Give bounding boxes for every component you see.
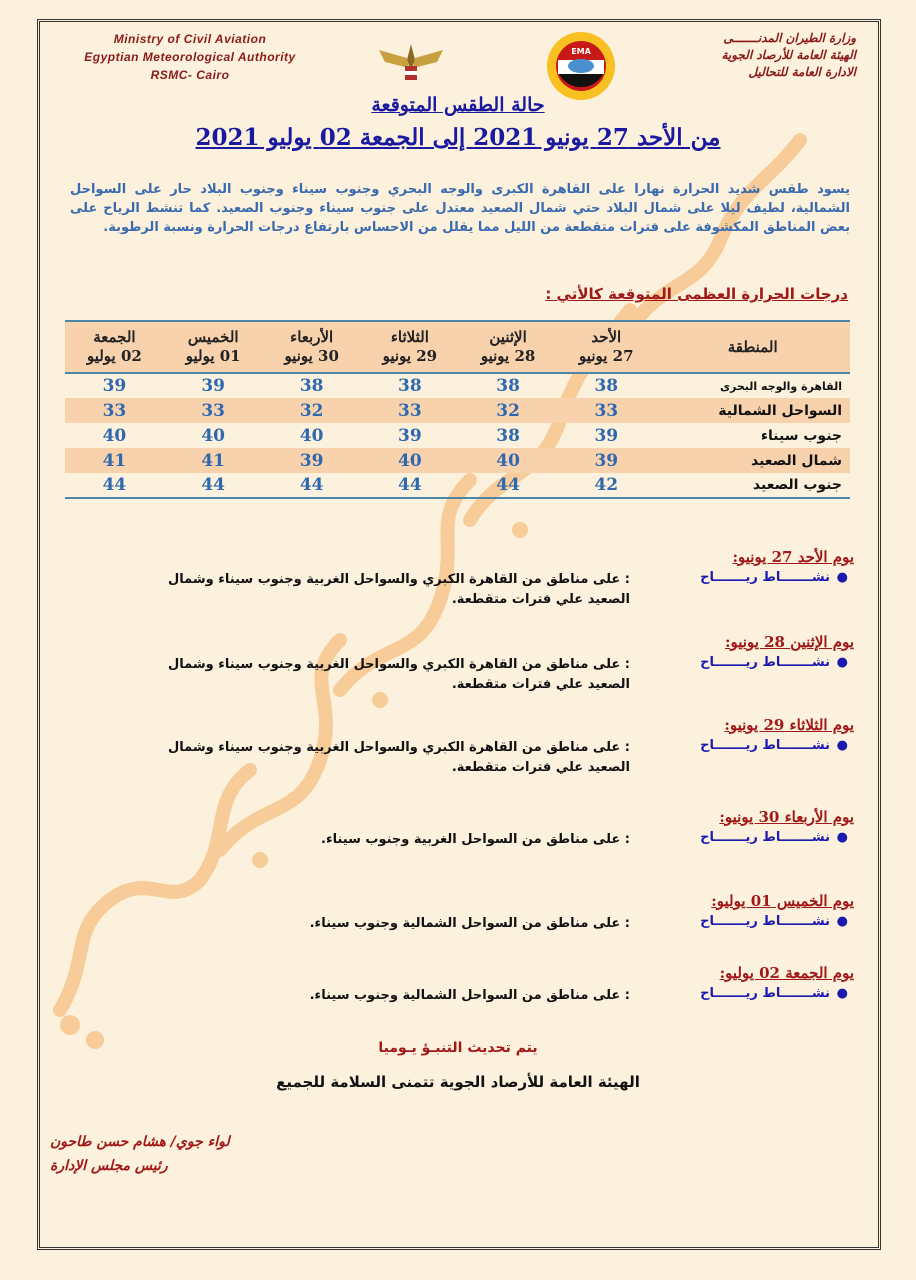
day-name: الثلاثاء <box>390 328 429 346</box>
wind-activity-label: نشـــــــاط ريـــــــاح <box>700 986 830 1001</box>
day-date: 02 يوليو <box>86 347 142 365</box>
wind-activity-label: نشـــــــاط ريـــــــاح <box>700 830 830 845</box>
temperature-cell: 44 <box>496 475 520 495</box>
day-date: 30 يونيو <box>284 347 339 365</box>
authority-en: Egyptian Meteorological Authority <box>84 50 296 64</box>
day-date: 27 يونيو <box>579 347 634 365</box>
temperature-cell: 40 <box>102 425 127 446</box>
temperature-cell: 39 <box>102 376 127 396</box>
day-name: الأحد <box>591 328 622 346</box>
day-date: 29 يونيو <box>382 347 438 365</box>
ministry-ar: وزارة الطيران المدنـــــــى <box>723 31 856 45</box>
day-header <box>164 321 263 373</box>
region-cell: القاهرة والوجه البحرى <box>719 379 842 393</box>
day-description: : على مناطق من القاهرة الكبري والسواحل الغربية وجنوب سيناء وشمال الصعيد علي فترات متقطعة. <box>168 572 630 607</box>
temperature-cell: 33 <box>557 398 655 423</box>
forecast-row <box>94 655 848 695</box>
signatory-name: لواء جوي/ هشام حسن طاحون <box>50 1134 230 1150</box>
temperature-cell: 44 <box>299 475 324 495</box>
temperature-cell: 40 <box>459 448 557 473</box>
day-description: : على مناطق من السواحل الشمالية وجنوب سيناء. <box>309 988 630 1003</box>
day-description: : على مناطق من القاهرة الكبري والسواحل الغربية وجنوب سيناء وشمال الصعيد علي فترات متقطعة. <box>168 740 630 775</box>
forecast-period: من الأحد 27 يونيو 2021 إلى الجمعة 02 يوليو 2021 <box>195 124 721 151</box>
intro-paragraph: يسود طقس شديد الحرارة نهارا على القاهرة الكبرى والوجه البحري وجنوب سيناء وجنوب البلاد حار على السواحل الشمالية، لطيف ليلا على شمال البلاد حتي شمال الصعيد معتدل على جنوب سيناء وجنوب الصعيد. كما تنشط الرياح على بعض المناطق المكشوفة على فترات متقطعة من الليل مما يقلل من الاحساس بارتفاع درجات الحرارة ونسبة الرطوبة. <box>70 182 850 235</box>
day-title: يوم الثلاثاء 29 يونيو: <box>724 716 854 734</box>
table-row <box>65 473 850 498</box>
forecast-row <box>94 830 848 850</box>
temperature-cell: 40 <box>201 425 226 446</box>
forecast-row <box>94 986 848 1006</box>
day-forecast <box>94 548 854 610</box>
rsmc-en: RSMC- Cairo <box>150 68 230 82</box>
table-title: درجات الحرارة العظمى المتوقعة كالأتي : <box>545 285 848 303</box>
department-ar: الادارة العامة للتحاليل <box>748 65 856 79</box>
region-cell: جنوب الصعيد <box>752 477 842 493</box>
max-temperature-table <box>65 320 850 499</box>
day-forecast <box>94 633 854 695</box>
temperature-cell: 32 <box>459 398 557 423</box>
day-forecast <box>94 808 854 850</box>
temperature-cell: 39 <box>201 376 226 396</box>
day-header <box>263 321 361 373</box>
authority-ar: الهيئة العامة للأرصاد الجوية <box>721 48 856 62</box>
bullet-icon: ● <box>836 830 848 845</box>
temperature-cell: 39 <box>594 425 619 446</box>
day-forecast <box>94 892 854 934</box>
forecast-row <box>94 738 848 778</box>
day-name: الأربعاء <box>290 328 334 346</box>
table-row <box>65 448 850 473</box>
temperature-cell: 38 <box>398 376 422 396</box>
day-header <box>557 321 655 373</box>
day-name: الخميس <box>187 328 239 346</box>
table-row <box>65 373 850 398</box>
day-forecast <box>94 964 854 1006</box>
wind-activity-label: نشـــــــاط ريـــــــاح <box>700 570 830 585</box>
temperature-cell: 33 <box>361 398 459 423</box>
temperature-cell: 38 <box>299 376 324 396</box>
day-date: 01 يوليو <box>185 347 241 365</box>
ema-sun-logo <box>545 30 617 102</box>
table-row <box>65 423 850 448</box>
ministry-eagle-logo <box>375 40 447 90</box>
header-english <box>40 30 340 84</box>
temperature-cell: 38 <box>594 376 619 396</box>
temperature-cell: 39 <box>263 448 361 473</box>
region-cell: جنوب سيناء <box>760 427 842 444</box>
temperature-cell: 44 <box>102 475 127 495</box>
day-name: الجمعة <box>93 328 136 346</box>
temperature-cell: 40 <box>299 425 324 446</box>
day-forecast <box>94 716 854 778</box>
day-title: يوم الإثنين 28 يونيو: <box>724 633 854 651</box>
region-cell: السواحل الشمالية <box>655 398 850 423</box>
temperature-cell: 33 <box>164 398 263 423</box>
header-arabic <box>636 30 856 81</box>
region-header: المنطقة <box>655 321 850 373</box>
wind-activity-label: نشـــــــاط ريـــــــاح <box>700 914 830 929</box>
bullet-icon: ● <box>836 655 848 670</box>
page-title: حالة الطقس المتوقعة <box>371 94 545 116</box>
temperature-cell: 44 <box>201 475 226 495</box>
ema-logo-text: EMA <box>571 47 591 56</box>
bullet-icon: ● <box>836 914 848 929</box>
temperature-cell: 44 <box>398 475 422 495</box>
day-description: : على مناطق من السواحل الشمالية وجنوب سيناء. <box>309 916 630 931</box>
temperature-cell: 39 <box>398 425 422 446</box>
temperature-cell: 40 <box>361 448 459 473</box>
temperature-cell: 32 <box>263 398 361 423</box>
day-header <box>65 321 164 373</box>
ministry-en: Ministry of Civil Aviation <box>113 32 267 46</box>
update-note: يتم تحديث التنبـؤ يـوميا <box>378 1040 538 1056</box>
temperature-cell: 33 <box>65 398 164 423</box>
bullet-icon: ● <box>836 986 848 1001</box>
region-cell: شمال الصعيد <box>655 448 850 473</box>
forecast-row <box>94 914 848 934</box>
table-header-row <box>65 321 850 373</box>
temperature-cell: 38 <box>496 376 520 396</box>
bullet-icon: ● <box>836 738 848 753</box>
temperature-cell: 38 <box>496 425 520 446</box>
signatory-role: رئيس مجلس الإدارة <box>50 1158 168 1174</box>
day-name: الإثنين <box>489 328 527 346</box>
day-description: : على مناطق من السواحل الغربية وجنوب سيناء. <box>321 832 630 847</box>
day-description: : على مناطق من القاهرة الكبري والسواحل الغربية وجنوب سيناء وشمال الصعيد علي فترات متقطعة. <box>168 657 630 692</box>
temperature-cell: 41 <box>164 448 263 473</box>
wind-activity-label: نشـــــــاط ريـــــــاح <box>700 655 830 670</box>
temperature-cell: 41 <box>65 448 164 473</box>
forecast-row <box>94 570 848 610</box>
day-date: 28 يونيو <box>480 347 536 365</box>
day-header <box>459 321 557 373</box>
wind-activity-label: نشـــــــاط ريـــــــاح <box>700 738 830 753</box>
temperature-cell: 39 <box>557 448 655 473</box>
day-title: يوم الأربعاء 30 يونيو: <box>719 808 854 826</box>
day-title: يوم الجمعة 02 يوليو: <box>719 964 854 982</box>
bullet-icon: ● <box>836 570 848 585</box>
signature <box>50 1130 230 1178</box>
closing-wish: الهيئة العامة للأرصاد الجوية تتمنى السلامة للجميع <box>276 1073 640 1091</box>
temperature-cell: 42 <box>594 475 619 495</box>
day-title: يوم الأحد 27 يونيو: <box>732 548 854 566</box>
day-title: يوم الخميس 01 يوليو: <box>711 892 854 910</box>
table-row <box>65 398 850 423</box>
day-header <box>361 321 459 373</box>
